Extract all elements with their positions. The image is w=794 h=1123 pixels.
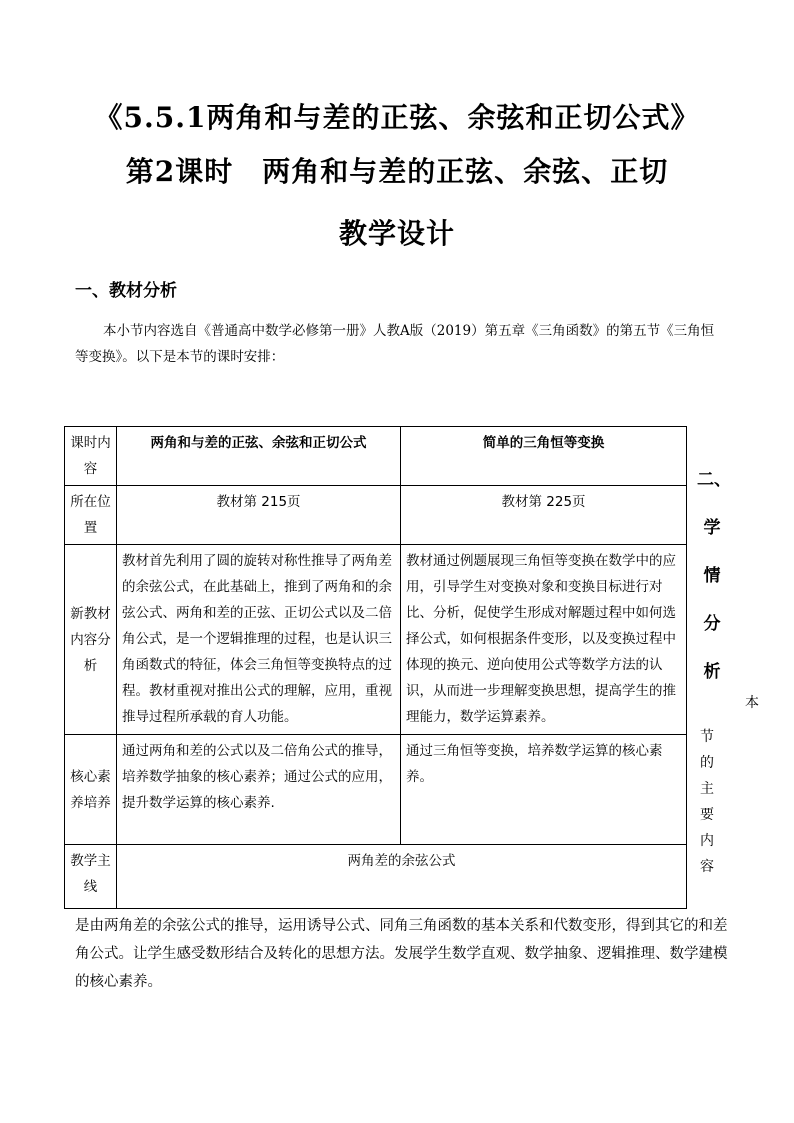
side-char: 的: [700, 755, 714, 771]
document-title-line3: 教学设计: [338, 217, 455, 250]
heading-char: 分: [703, 614, 721, 634]
table-cell: 两角和与差的正弦、余弦和正切公式: [117, 427, 401, 486]
side-char: 主: [700, 781, 714, 797]
section-heading-textbook-analysis: 一、教材分析: [75, 281, 177, 301]
lesson-plan-table: [64, 426, 687, 909]
heading-char: 情: [703, 566, 721, 586]
table-cell: 简单的三角恒等变换: [401, 427, 687, 486]
side-vertical-text: [697, 724, 717, 880]
table-cell: 通过两角和差的公式以及二倍角公式的推导，培养数学抽象的核心素养；通过公式的应用，提升数学运算的核心素养.: [117, 735, 401, 845]
row-label: 课时内容: [65, 427, 117, 486]
table-cell-merged: 两角差的余弦公式: [117, 845, 687, 909]
side-char: 要: [700, 807, 714, 823]
document-title-line1: 《5.5.1两角和与差的正弦、余弦和正切公式》: [94, 101, 700, 134]
table-cell: 通过三角恒等变换，培养数学运算的核心素养。: [401, 735, 687, 845]
table-row: [65, 735, 687, 845]
table-row: [65, 545, 687, 735]
table-row: [65, 427, 687, 486]
section-intro-paragraph: 本小节内容选自《普通高中数学必修第一册》人教A版（2019）第五章《三角函数》的第五节《三角恒等变换》。以下是本节的课时安排：: [75, 323, 715, 365]
section-heading-student-analysis: [697, 456, 731, 696]
heading-char: 析: [703, 662, 721, 682]
table-row: [65, 845, 687, 909]
table-cell: 教材通过例题展现三角恒等变换在数学中的应用，引导学生对变换对象和变换目标进行对比、分析，促使学生形成对解题过程中如何选择公式，如何根据条件变形，以及变换过程中体现的换元、逆向使用公式等数学方法的认识，从而进一步理解变换思想，提高学生的推理能力，数学运算素养。: [401, 545, 687, 735]
document-title-line2: 第2课时 两角和与差的正弦、余弦、正切: [125, 155, 669, 188]
row-label: 新教材内容分析: [65, 545, 117, 735]
row-label: 所在位置: [65, 486, 117, 545]
section2-paragraph: 是由两角差的余弦公式的推导，运用诱导公式、同角三角函数的基本关系和代数变形，得到其它的和差角公式。让学生感受数形结合及转化的思想方法。发展学生数学直观、数学抽象、逻辑推理、数学建模的核心素养。: [75, 918, 728, 990]
table-cell: 教材第 225页: [401, 486, 687, 545]
side-char: 内: [700, 833, 714, 849]
table-row: [65, 486, 687, 545]
side-char: 节: [700, 729, 714, 745]
table-cell: 教材第 215页: [117, 486, 401, 545]
heading-char: 学: [703, 518, 721, 538]
side-text-ben: 本: [745, 695, 759, 711]
row-label: 核心素养培养: [65, 735, 117, 845]
side-char: 容: [700, 859, 714, 875]
heading-char: 二、: [697, 470, 731, 490]
table-cell: 教材首先利用了圆的旋转对称性推导了两角差的余弦公式，在此基础上，推到了两角和的余弦公式、两角和差的正弦、正切公式以及二倍角公式，是一个逻辑推理的过程，也是认识三角函数式的特征，体会三角恒等变换特点的过程。教材重视对推出公式的理解，应用，重视推导过程所承载的育人功能。: [117, 545, 401, 735]
row-label: 教学主线: [65, 845, 117, 909]
